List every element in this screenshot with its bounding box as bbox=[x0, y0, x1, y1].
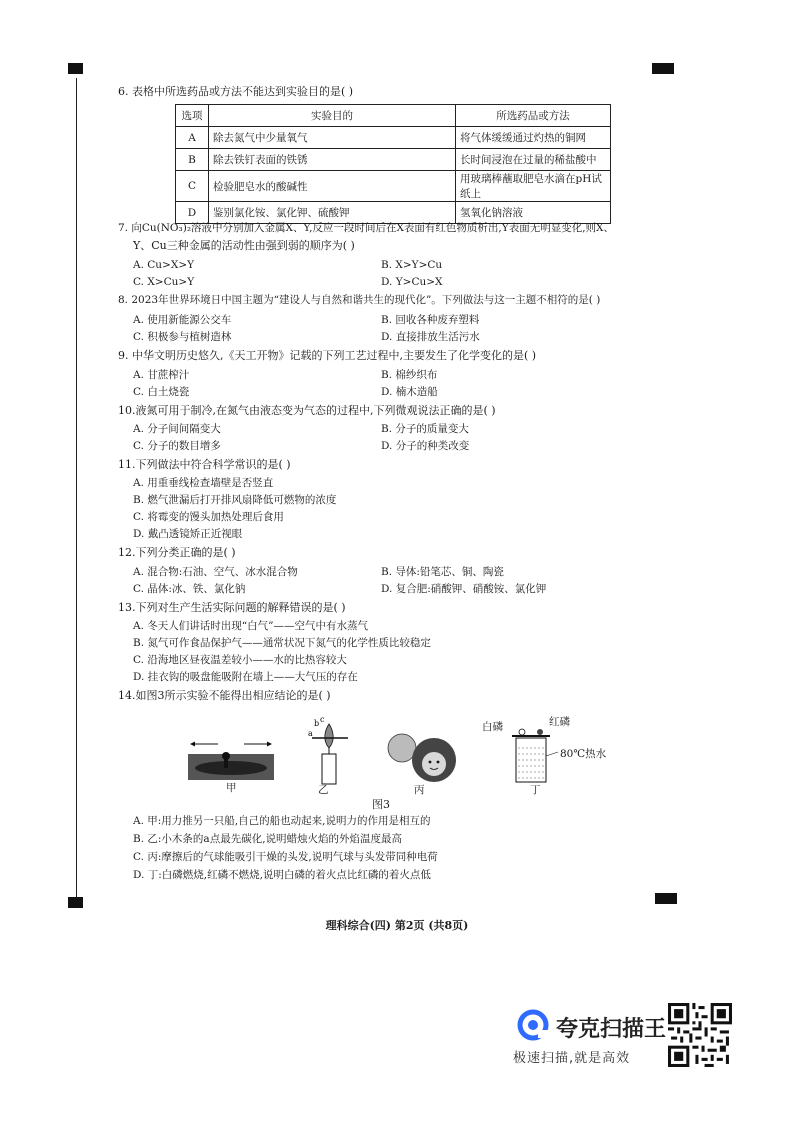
question-11-option-c: C. 将霉变的馒头加热处理后食用 bbox=[133, 511, 284, 523]
page-footer: 理科综合(四) 第2页 (共8页) bbox=[325, 919, 469, 932]
question-10-option-d: D. 分子的种类改变 bbox=[381, 440, 470, 452]
question-9-option-a: A. 甘蔗榨汁 bbox=[133, 369, 190, 381]
figure-label-bing: 丙 bbox=[414, 784, 425, 796]
table-cell: 用玻璃棒蘸取肥皂水滴在pH试纸上 bbox=[456, 171, 611, 202]
question-14-stem: 14.如图3所示实验不能得出相应结论的是( ) bbox=[118, 689, 331, 702]
question-10-option-a: A. 分子间间隔变大 bbox=[133, 423, 221, 435]
figure-label-yi: 乙 bbox=[318, 784, 329, 796]
question-13-option-b: B. 氮气可作食品保护气——通常状况下氮气的化学性质比较稳定 bbox=[133, 637, 431, 649]
question-10-option-c: C. 分子的数目增多 bbox=[133, 440, 221, 452]
figure-jia-boats bbox=[188, 738, 274, 780]
question-9-option-d: D. 楠木造船 bbox=[381, 386, 438, 398]
question-12-option-c: C. 晶体:冰、铁、氯化钠 bbox=[133, 583, 246, 595]
registration-mark bbox=[655, 893, 677, 904]
table-cell: 长时间浸泡在过量的稀盐酸中 bbox=[456, 149, 611, 171]
question-14-option-a: A. 甲:用力推另一只船,自己的船也动起来,说明力的作用是相互的 bbox=[133, 815, 431, 827]
question-13-stem: 13.下列对生产生活实际问题的解释错误的是( ) bbox=[118, 601, 346, 614]
label-a: a bbox=[308, 729, 313, 738]
question-7-option-c: C. X>Cu>Y bbox=[133, 276, 195, 288]
question-12-option-b: B. 导体:铅笔芯、铜、陶瓷 bbox=[381, 566, 504, 578]
question-11-stem: 11.下列做法中符合科学常识的是( ) bbox=[118, 458, 291, 471]
question-14-option-c: C. 丙:摩擦后的气球能吸引干燥的头发,说明气球与头发带同种电荷 bbox=[133, 851, 438, 863]
question-8-option-a: A. 使用新能源公交车 bbox=[133, 314, 232, 326]
table-cell: 检验肥皂水的酸碱性 bbox=[209, 171, 456, 202]
table-header-cell: 所选药品或方法 bbox=[456, 105, 611, 127]
question-10-stem: 10.液氮可用于制冷,在氮气由液态变为气态的过程中,下列微观说法正确的是( ) bbox=[118, 404, 496, 417]
figure-label-ding: 丁 bbox=[530, 784, 541, 796]
question-7-stem-line1: 7. 向Cu(NO₃)₂溶液中分别加入金属X、Y,反应一段时间后在X表面有红色物质析出,Y表面无明显变化,则X、 bbox=[118, 222, 615, 234]
table-row bbox=[176, 171, 611, 202]
label-white-phosphorus: 白磷 bbox=[482, 721, 503, 733]
table-row bbox=[176, 149, 611, 171]
label-hot-water: 80℃热水 bbox=[560, 748, 607, 760]
qr-code-icon bbox=[668, 1003, 732, 1067]
figure-label-jia: 甲 bbox=[226, 782, 237, 794]
question-9-option-b: B. 棉纱织布 bbox=[381, 369, 438, 381]
question-13-option-d: D. 挂衣钩的吸盘能吸附在墙上——大气压的存在 bbox=[133, 671, 358, 683]
scanner-app-name: 夸克扫描王 bbox=[556, 1017, 667, 1042]
question-9-option-c: C. 白土烧瓷 bbox=[133, 386, 190, 398]
question-14-option-d: D. 丁:白磷燃烧,红磷不燃烧,说明白磷的着火点比红磷的着火点低 bbox=[133, 869, 431, 881]
question-13-option-c: C. 沿海地区昼夜温差较小——水的比热容较大 bbox=[133, 654, 347, 666]
margin-line bbox=[76, 78, 77, 898]
label-c: c bbox=[320, 715, 325, 724]
question-12-option-a: A. 混合物:石油、空气、冰水混合物 bbox=[133, 566, 298, 578]
question-7-option-d: D. Y>Cu>X bbox=[381, 276, 443, 288]
question-9-stem: 9. 中华文明历史悠久,《天工开物》记载的下列工艺过程中,主要发生了化学变化的是( ) bbox=[118, 349, 537, 362]
table-row bbox=[176, 127, 611, 149]
question-11-option-d: D. 戴凸透镜矫正近视眼 bbox=[133, 528, 243, 540]
label-red-phosphorus: 红磷 bbox=[549, 716, 570, 728]
registration-mark bbox=[68, 897, 83, 908]
table-cell: 鉴别氯化铵、氯化钾、硫酸钾 bbox=[209, 202, 456, 224]
table-cell: 除去铁钉表面的铁锈 bbox=[209, 149, 456, 171]
label-b: b bbox=[314, 719, 320, 728]
table-cell: 氢氧化钠溶液 bbox=[456, 202, 611, 224]
figure-caption: 图3 bbox=[372, 798, 390, 811]
question-10-option-b: B. 分子的质量变大 bbox=[381, 423, 469, 435]
question-8-stem: 8. 2023年世界环境日中国主题为“建设人与自然和谐共生的现代化”。下列做法与这一主题不相符的是( ) bbox=[118, 294, 601, 306]
question-12-option-d: D. 复合肥:硝酸钾、硝酸铵、氯化钾 bbox=[381, 583, 547, 595]
question-8-option-c: C. 积极参与植树造林 bbox=[133, 331, 232, 343]
figure-bing-balloon bbox=[384, 730, 460, 786]
question-11-option-b: B. 燃气泄漏后打开排风扇降低可燃物的浓度 bbox=[133, 494, 337, 506]
question-7-option-a: A. Cu>X>Y bbox=[133, 259, 195, 271]
table-cell: D bbox=[176, 202, 209, 224]
question-6-table bbox=[175, 104, 611, 224]
question-14-option-b: B. 乙:小木条的a点最先碳化,说明蜡烛火焰的外焰温度最高 bbox=[133, 833, 403, 845]
question-12-stem: 12.下列分类正确的是( ) bbox=[118, 546, 236, 559]
question-6-stem: 6. 表格中所选药品或方法不能达到实验目的是( ) bbox=[118, 85, 354, 98]
registration-mark bbox=[68, 63, 83, 74]
question-7-stem-line2: Y、Cu三种金属的活动性由强到弱的顺序为( ) bbox=[133, 239, 355, 252]
table-cell: A bbox=[176, 127, 209, 149]
table-header-cell: 选项 bbox=[176, 105, 209, 127]
question-7-option-b: B. X>Y>Cu bbox=[381, 259, 443, 271]
figure-yi-candle bbox=[308, 714, 354, 786]
question-8-option-d: D. 直接排放生活污水 bbox=[381, 331, 480, 343]
scanner-slogan: 极速扫描,就是高效 bbox=[513, 1051, 631, 1066]
scanner-logo-icon bbox=[514, 1008, 552, 1042]
table-cell: B bbox=[176, 149, 209, 171]
registration-mark bbox=[652, 63, 674, 74]
question-11-option-a: A. 用重垂线检查墙壁是否竖直 bbox=[133, 477, 274, 489]
table-cell: 将气体缓缓通过灼热的铜网 bbox=[456, 127, 611, 149]
question-8-option-b: B. 回收各种废弃塑料 bbox=[381, 314, 480, 326]
table-header-cell: 实验目的 bbox=[209, 105, 456, 127]
table-cell: 除去氮气中少量氧气 bbox=[209, 127, 456, 149]
figure-ding-beaker bbox=[500, 726, 560, 784]
table-cell: C bbox=[176, 171, 209, 202]
table-header-row bbox=[176, 105, 611, 127]
question-13-option-a: A. 冬天人们讲话时出现“白气”——空气中有水蒸气 bbox=[133, 620, 368, 632]
